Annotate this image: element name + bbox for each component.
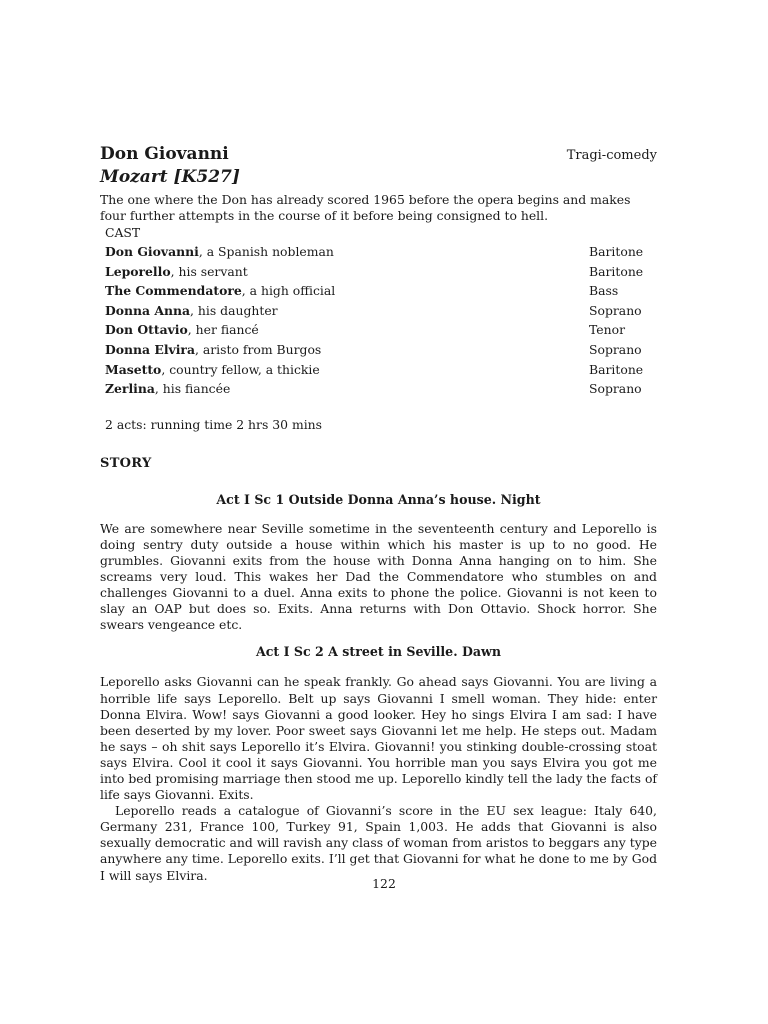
cast-role bbox=[105, 242, 589, 262]
scene2-paragraph-1: Leporello asks Giovanni can he speak frankly. Go ahead says Giovanni. You are living a horrible life says Leporello. Belt up says Giovanni I smell woman. They hide: enter Donna Elvira. Wow! says Giovanni a good looker. Hey ho sings Elvira I am sad: I have been deserted by my lover. Poor sweet says Giovanni let me help. He steps out. Madam he says – oh shit says Leporello it’s Elvira. Giovanni! you stinking double-crossing stoat says Elvira. Cool it cool it says Giovanni. You horrible man you says Elvira you got me into bed promising marriage then stood me up. Leporello kindly tell the lady the facts of life says Giovanni. Exits. bbox=[100, 674, 657, 803]
cast-row bbox=[105, 281, 657, 301]
cast-voice-type: Baritone bbox=[589, 244, 644, 259]
cast-name: Donna Elvira bbox=[105, 341, 195, 357]
cast-name: The Commendatore bbox=[105, 283, 242, 299]
cast-row bbox=[105, 301, 657, 321]
cast-row bbox=[105, 262, 657, 282]
story-heading: STORY bbox=[100, 455, 152, 471]
cast-description: , his servant bbox=[170, 263, 248, 279]
page-content bbox=[100, 140, 657, 884]
scene-heading-act1-sc1: Act I Sc 1 Outside Donna Anna’s house. Night bbox=[216, 491, 541, 507]
cast-list bbox=[105, 224, 657, 399]
cast-name: Zerlina bbox=[105, 381, 155, 397]
scene1-paragraph: We are somewhere near Seville sometime in the seventeenth century and Leporello is doing sentry duty outside a house within which his master is up to no good. He grumbles. Giovanni exits from the house with Donna Anna hanging on to him. She screams very loud. This wakes her Dad the Commendatore who stumbles on and challenges Giovanni to a duel. Anna exits to phone the police. Giovanni is not keen to slay an OAP but does so. Exits. Anna returns with Don Ottavio. Shock horror. She swears vengeance etc. bbox=[100, 520, 657, 633]
scene-heading-act1-sc2: Act I Sc 2 A street in Seville. Dawn bbox=[255, 644, 502, 660]
composer-line: Mozart [K527] bbox=[100, 167, 240, 187]
cast-name: Masetto bbox=[105, 361, 162, 377]
cast-description: , his daughter bbox=[190, 302, 278, 318]
cast-role bbox=[105, 379, 589, 399]
page-number: 122 bbox=[372, 876, 396, 891]
synopsis: The one where the Don has already scored 1965 before the opera begins and makes four further attempts in the course of it before being consigned to hell. bbox=[100, 192, 631, 223]
cast-role bbox=[105, 262, 589, 282]
cast-voice-type: Soprano bbox=[589, 341, 642, 357]
cast-description: , aristo from Burgos bbox=[194, 341, 322, 357]
cast-voice-type: Tenor bbox=[589, 322, 625, 338]
cast-name: Donna Anna bbox=[105, 302, 191, 318]
cast-voice-type: Soprano bbox=[589, 302, 642, 318]
cast-name: Leporello bbox=[105, 263, 171, 279]
cast-voice-type: Bass bbox=[589, 283, 619, 299]
cast-role bbox=[105, 320, 589, 340]
cast-description: , his fiancée bbox=[154, 381, 231, 397]
cast-row bbox=[105, 379, 657, 399]
cast-row bbox=[105, 320, 657, 340]
cast-row bbox=[105, 340, 657, 360]
cast-name: Don Giovanni bbox=[105, 244, 199, 259]
cast-description: , country fellow, a thickie bbox=[161, 361, 320, 377]
cast-description: , a Spanish nobleman bbox=[198, 244, 334, 259]
genre-label: Tragi-comedy bbox=[566, 148, 657, 163]
scene2-paragraph-2: Leporello reads a catalogue of Giovanni’s score in the EU sex league: Italy 640, Germany 231, France 100, Turkey 91, Spain 1,003. He adds that Giovanni is also sexually democratic and will ravish any class of woman from aristos to beggars any type anywhere any time. Leporello exits. I’ll get that Giovanni for what he done to me by God I will says Elvira. bbox=[100, 803, 657, 883]
cast-row bbox=[105, 242, 657, 262]
cast-name: Don Ottavio bbox=[105, 322, 188, 338]
cast-role bbox=[105, 301, 589, 321]
cast-row bbox=[105, 360, 657, 380]
cast-role bbox=[105, 360, 589, 380]
cast-voice-type: Soprano bbox=[589, 381, 642, 397]
cast-description: , her fiancé bbox=[187, 322, 259, 338]
cast-role bbox=[105, 340, 589, 360]
running-time: 2 acts: running time 2 hrs 30 mins bbox=[105, 416, 323, 432]
opera-title: Don Giovanni bbox=[100, 144, 229, 164]
cast-voice-type: Baritone bbox=[589, 263, 644, 279]
cast-voice-type: Baritone bbox=[589, 361, 644, 377]
cast-heading: CAST bbox=[105, 225, 141, 240]
cast-description: , a high official bbox=[241, 283, 336, 299]
title-row bbox=[100, 144, 657, 166]
cast-role bbox=[105, 281, 589, 301]
